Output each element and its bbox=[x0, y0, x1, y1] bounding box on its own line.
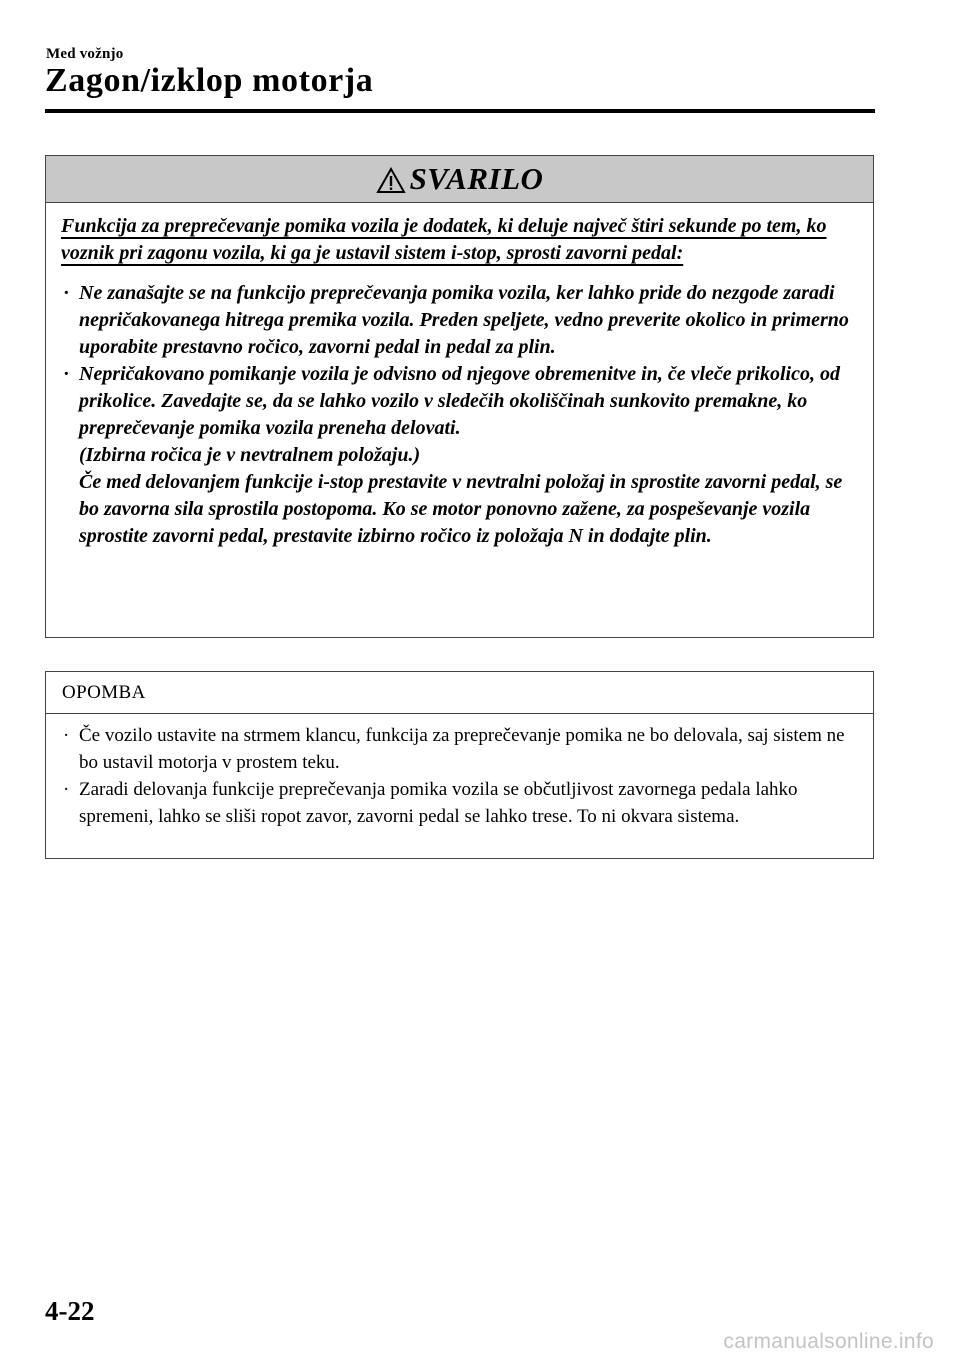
warning-bullet bbox=[61, 280, 857, 361]
warning-triangle-icon bbox=[376, 167, 406, 194]
warning-bullet-text: Če med delovanjem funkcije i-stop prestavite v nevtralni položaj in sprostite zavorni pedal, se bo zavorna sila sprostila postopoma. Ko se motor ponovno zažene, za pospeševanje vozila sprostite zavorni pedal, prestavite izbirno ročico iz položaja N in dodajte plin. bbox=[79, 471, 843, 547]
section-label: Med vožnjo bbox=[46, 46, 124, 62]
note-bullet-list bbox=[61, 722, 857, 830]
bullet-dot: · bbox=[63, 282, 70, 304]
page-title: Zagon/izklop motorja bbox=[45, 62, 374, 99]
warning-intro: Funkcija za preprečevanje pomika vozila je dodatek, ki deluje največ štiri sekunde po tem, ko voznik pri zagonu vozila, ki ga je ustavil sistem i-stop, sprosti zavorni pedal: bbox=[61, 215, 827, 264]
warning-box bbox=[45, 155, 874, 638]
bullet-dot: · bbox=[63, 725, 70, 746]
warning-bullet-list bbox=[61, 280, 857, 550]
note-bullet-text: Če vozilo ustavite na strmem klancu, funkcija za preprečevanje pomika ne bo delovala, saj sistem ne bo ustavil motorja v prostem teku. bbox=[79, 725, 845, 773]
warning-body bbox=[46, 203, 873, 550]
note-bullet bbox=[61, 722, 857, 776]
watermark: carmanualsonline.info bbox=[723, 1330, 934, 1353]
bullet-dot: · bbox=[63, 363, 70, 385]
warning-bullet-text: (Izbirna ročica je v nevtralnem položaju.) bbox=[79, 444, 421, 466]
title-rule bbox=[45, 109, 875, 113]
note-body bbox=[46, 714, 873, 830]
warning-title: SVARILO bbox=[409, 161, 544, 196]
warning-header bbox=[46, 156, 873, 203]
warning-bullet-text: Ne zanašajte se na funkcijo preprečevanja pomika vozila, ker lahko pride do nezgode zaradi nepričakovanega hitrega premika vozila. Preden speljete, vedno preverite okolico in primerno uporabite prestavno ročico, zavorni pedal in pedal za plin. bbox=[79, 282, 849, 358]
note-title: OPOMBA bbox=[46, 672, 873, 714]
warning-bullet-text: Nepričakovano pomikanje vozila je odvisno od njegove obremenitve in, če vleče prikolico, od prikolice. Zavedajte se, da se lahko vozilo v sledečih okoliščinah sunkovito premakne, ko preprečevanje pomika vozila preneha delovati. bbox=[79, 363, 840, 439]
note-bullet bbox=[61, 776, 857, 830]
page-number: 4-22 bbox=[45, 1296, 95, 1326]
bullet-dot: · bbox=[63, 779, 70, 800]
warning-bullet bbox=[61, 361, 857, 550]
note-bullet-text: Zaradi delovanja funkcije preprečevanja pomika vozila se občutljivost zavornega pedala lahko spremeni, lahko se sliši ropot zavor, zavorni pedal se lahko trese. To ni okvara sistema. bbox=[79, 779, 798, 827]
note-box bbox=[45, 671, 874, 859]
